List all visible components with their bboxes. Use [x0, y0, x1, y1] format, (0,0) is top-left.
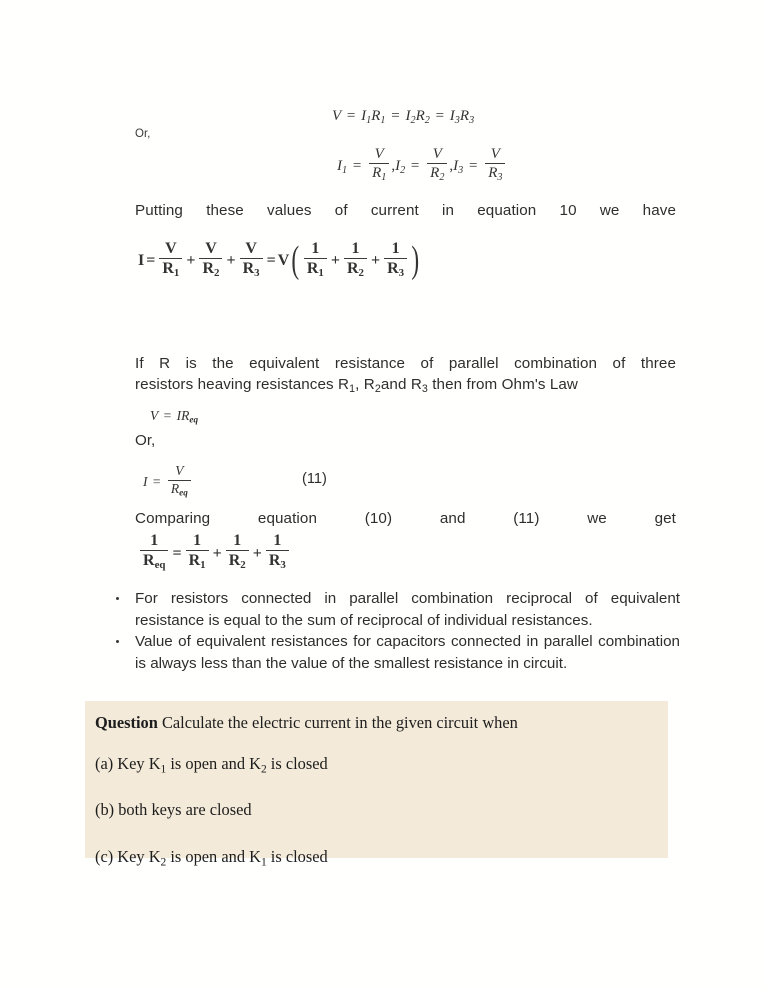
math-symbol-I-req: I	[143, 474, 148, 490]
math-equals-b: =	[410, 157, 420, 174]
math-symbol-I1: I	[361, 108, 367, 124]
fraction-numerator: 1	[304, 240, 327, 259]
option-c-middle: is open and K	[166, 846, 261, 866]
math-equals-1: =	[346, 108, 356, 124]
paragraph-comparing: Comparing equation (10) and (11) we get	[135, 510, 676, 527]
math-sub-R1: 1	[380, 114, 386, 126]
math-paren-open: (	[291, 239, 300, 281]
math-equals-factored: =	[266, 252, 276, 270]
math-symbol-I-ohm: I	[176, 408, 182, 423]
question-label: Question	[95, 713, 158, 732]
math-symbol-R3: R	[459, 108, 470, 124]
fraction-v-over-r2	[427, 146, 447, 183]
math-factor-V: V	[277, 252, 290, 270]
math-plus-3: +	[330, 252, 340, 270]
math-equals-req: =	[152, 474, 161, 490]
or-label: Or,	[135, 432, 156, 449]
if-r-sub-1: 1	[349, 383, 356, 396]
fraction-numerator: V	[427, 146, 447, 164]
fraction-1-r3	[384, 240, 407, 280]
math-equals-total: =	[146, 252, 156, 270]
math-equals-ohm: =	[163, 408, 172, 423]
math-sub-R3: 3	[469, 114, 475, 126]
math-plus-2: +	[226, 252, 236, 270]
paragraph-putting-values: Putting these values of current in equation 10 we have	[135, 202, 676, 219]
math-comma-2: ,	[449, 157, 454, 174]
fraction-numerator: V	[369, 146, 389, 164]
option-c-prefix: (c) Key K	[95, 846, 161, 866]
fraction-numerator: 1	[186, 532, 209, 551]
math-comma-1: ,	[391, 157, 396, 174]
fraction-numerator: 1	[344, 240, 367, 259]
fraction-1-req	[140, 532, 168, 572]
fraction-denominator: $R_2$	[346, 259, 364, 279]
option-c-suffix: is closed	[266, 846, 328, 866]
option-a-prefix: (a) Key K	[95, 754, 161, 773]
fraction-denominator: $R_2$	[202, 259, 220, 279]
math-symbol-I3-lhs: I	[453, 157, 459, 174]
fraction-denominator: $R_3$	[488, 165, 503, 184]
fraction-v-r3	[240, 240, 263, 280]
math-symbol-R2: R	[415, 108, 425, 124]
math-sub-I1: 1	[366, 114, 372, 126]
fraction-denominator: $R_1$	[306, 259, 324, 279]
fraction-denominator: $R_3$	[387, 259, 405, 279]
math-sub-eq: eq	[189, 414, 199, 425]
fraction-v-over-req	[168, 464, 191, 498]
math-plus-recip-1: +	[212, 544, 222, 562]
fraction-numerator: 1	[140, 532, 168, 551]
list-item: For resistors connected in parallel combination reciprocal of equivalent resistance is equal to the sum of reciprocal of individual resistances.	[105, 588, 680, 631]
option-a-suffix: is closed	[266, 754, 328, 773]
math-symbol-R-ohm: R	[181, 408, 190, 423]
math-equals-3: =	[435, 108, 445, 124]
math-sub-I2-lhs: 2	[400, 164, 406, 176]
fraction-denominator: $R_2$	[430, 165, 445, 184]
if-r-sub-2: 2	[374, 383, 381, 396]
math-plus-4: +	[370, 252, 381, 270]
math-equals-a: =	[352, 157, 362, 174]
fraction-denominator: $R_3$	[268, 552, 286, 572]
fraction-denominator: $R_1$	[372, 165, 387, 184]
list-item: Value of equivalent resistances for capacitors connected in parallel combination is always less than the value of the smallest resistance in circuit.	[105, 631, 680, 674]
fraction-1-r1-b	[186, 532, 209, 572]
fraction-1-r2-b	[226, 532, 249, 572]
if-r-text-b: , R	[355, 376, 375, 393]
key-points-list	[105, 588, 680, 674]
equation-branch-currents	[337, 148, 507, 185]
fraction-numerator: 1	[226, 532, 249, 551]
math-symbol-I2-lhs: I	[395, 157, 401, 174]
fraction-v-over-r1	[369, 146, 389, 183]
fraction-denominator: $R_2$	[228, 552, 246, 572]
option-a-middle: is open and K	[166, 754, 261, 773]
math-sub-I3-lhs: 3	[458, 164, 464, 176]
math-sub-R2: 2	[424, 114, 430, 126]
if-r-text-d: then from Ohm's Law	[427, 376, 578, 393]
fraction-v-r2	[199, 240, 222, 280]
if-r-text-a: resistors heaving resistances R	[135, 376, 350, 393]
equation-total-current	[138, 240, 422, 283]
fraction-denominator: $R_1$	[162, 259, 180, 279]
equation-number-11: (11)	[302, 471, 327, 487]
paragraph-if-r-line1: If R is the equivalent resistance of parallel combination of three	[135, 355, 676, 372]
fraction-numerator: V	[485, 146, 505, 164]
option-a-sub1: 1	[160, 763, 167, 776]
fraction-numerator: V	[159, 240, 182, 259]
if-r-sub-3: 3	[421, 383, 428, 396]
option-c-sub1: 2	[160, 856, 167, 869]
fraction-denominator: $R_1$	[188, 552, 206, 572]
question-option-a	[95, 754, 656, 779]
if-r-text-c: and R	[380, 376, 422, 393]
fraction-1-r1	[304, 240, 327, 280]
fraction-denominator: $R_{eq}$	[143, 552, 166, 572]
math-sub-I2: 2	[410, 114, 416, 126]
paragraph-if-r-line2	[135, 374, 695, 400]
question-prompt: Calculate the electric current in the given circuit when	[157, 713, 518, 732]
math-sub-I1-lhs: 1	[342, 164, 348, 176]
fraction-numerator: 1	[384, 240, 407, 259]
fraction-1-r2	[344, 240, 367, 280]
math-symbol-I-total: I	[138, 252, 145, 270]
math-symbol-I1-lhs: I	[337, 157, 342, 174]
fraction-numerator: 1	[266, 532, 289, 551]
math-equals-2: =	[391, 108, 400, 124]
question-heading-line	[95, 713, 656, 733]
fraction-1-r3-b	[266, 532, 289, 572]
equation-current-req	[143, 463, 193, 500]
fraction-denominator: $R_{eq}$	[170, 480, 188, 498]
math-symbol-I3: I	[449, 108, 455, 124]
equation-ohms-law-req	[150, 408, 198, 425]
math-symbol-R1: R	[371, 108, 381, 124]
question-box	[85, 701, 668, 869]
or-label-small: Or,	[135, 128, 151, 140]
equation-reciprocal-sum	[138, 534, 291, 574]
equation-voltage-equality	[332, 108, 474, 126]
math-symbol-I2: I	[405, 108, 411, 124]
option-b-prefix: (b) both keys are closed	[95, 800, 252, 820]
math-plus-1: +	[186, 252, 196, 270]
fraction-v-over-r3	[485, 146, 505, 183]
math-symbol-V: V	[332, 108, 342, 124]
fraction-v-r1	[159, 240, 182, 280]
math-equals-c: =	[469, 157, 478, 174]
math-equals-recip: =	[172, 544, 182, 562]
fraction-numerator: V	[168, 464, 191, 481]
question-option-c	[95, 847, 656, 872]
option-a-sub2: 2	[260, 763, 267, 776]
fraction-numerator: V	[240, 240, 263, 259]
math-symbol-V-ohm: V	[150, 408, 159, 423]
math-plus-recip-2: +	[252, 544, 262, 562]
fraction-denominator: $R_3$	[242, 259, 260, 279]
question-option-b	[95, 800, 656, 825]
math-sub-I3: 3	[454, 114, 460, 126]
math-paren-close: )	[411, 239, 420, 281]
option-c-sub2: 1	[260, 856, 267, 869]
fraction-numerator: V	[199, 240, 222, 259]
